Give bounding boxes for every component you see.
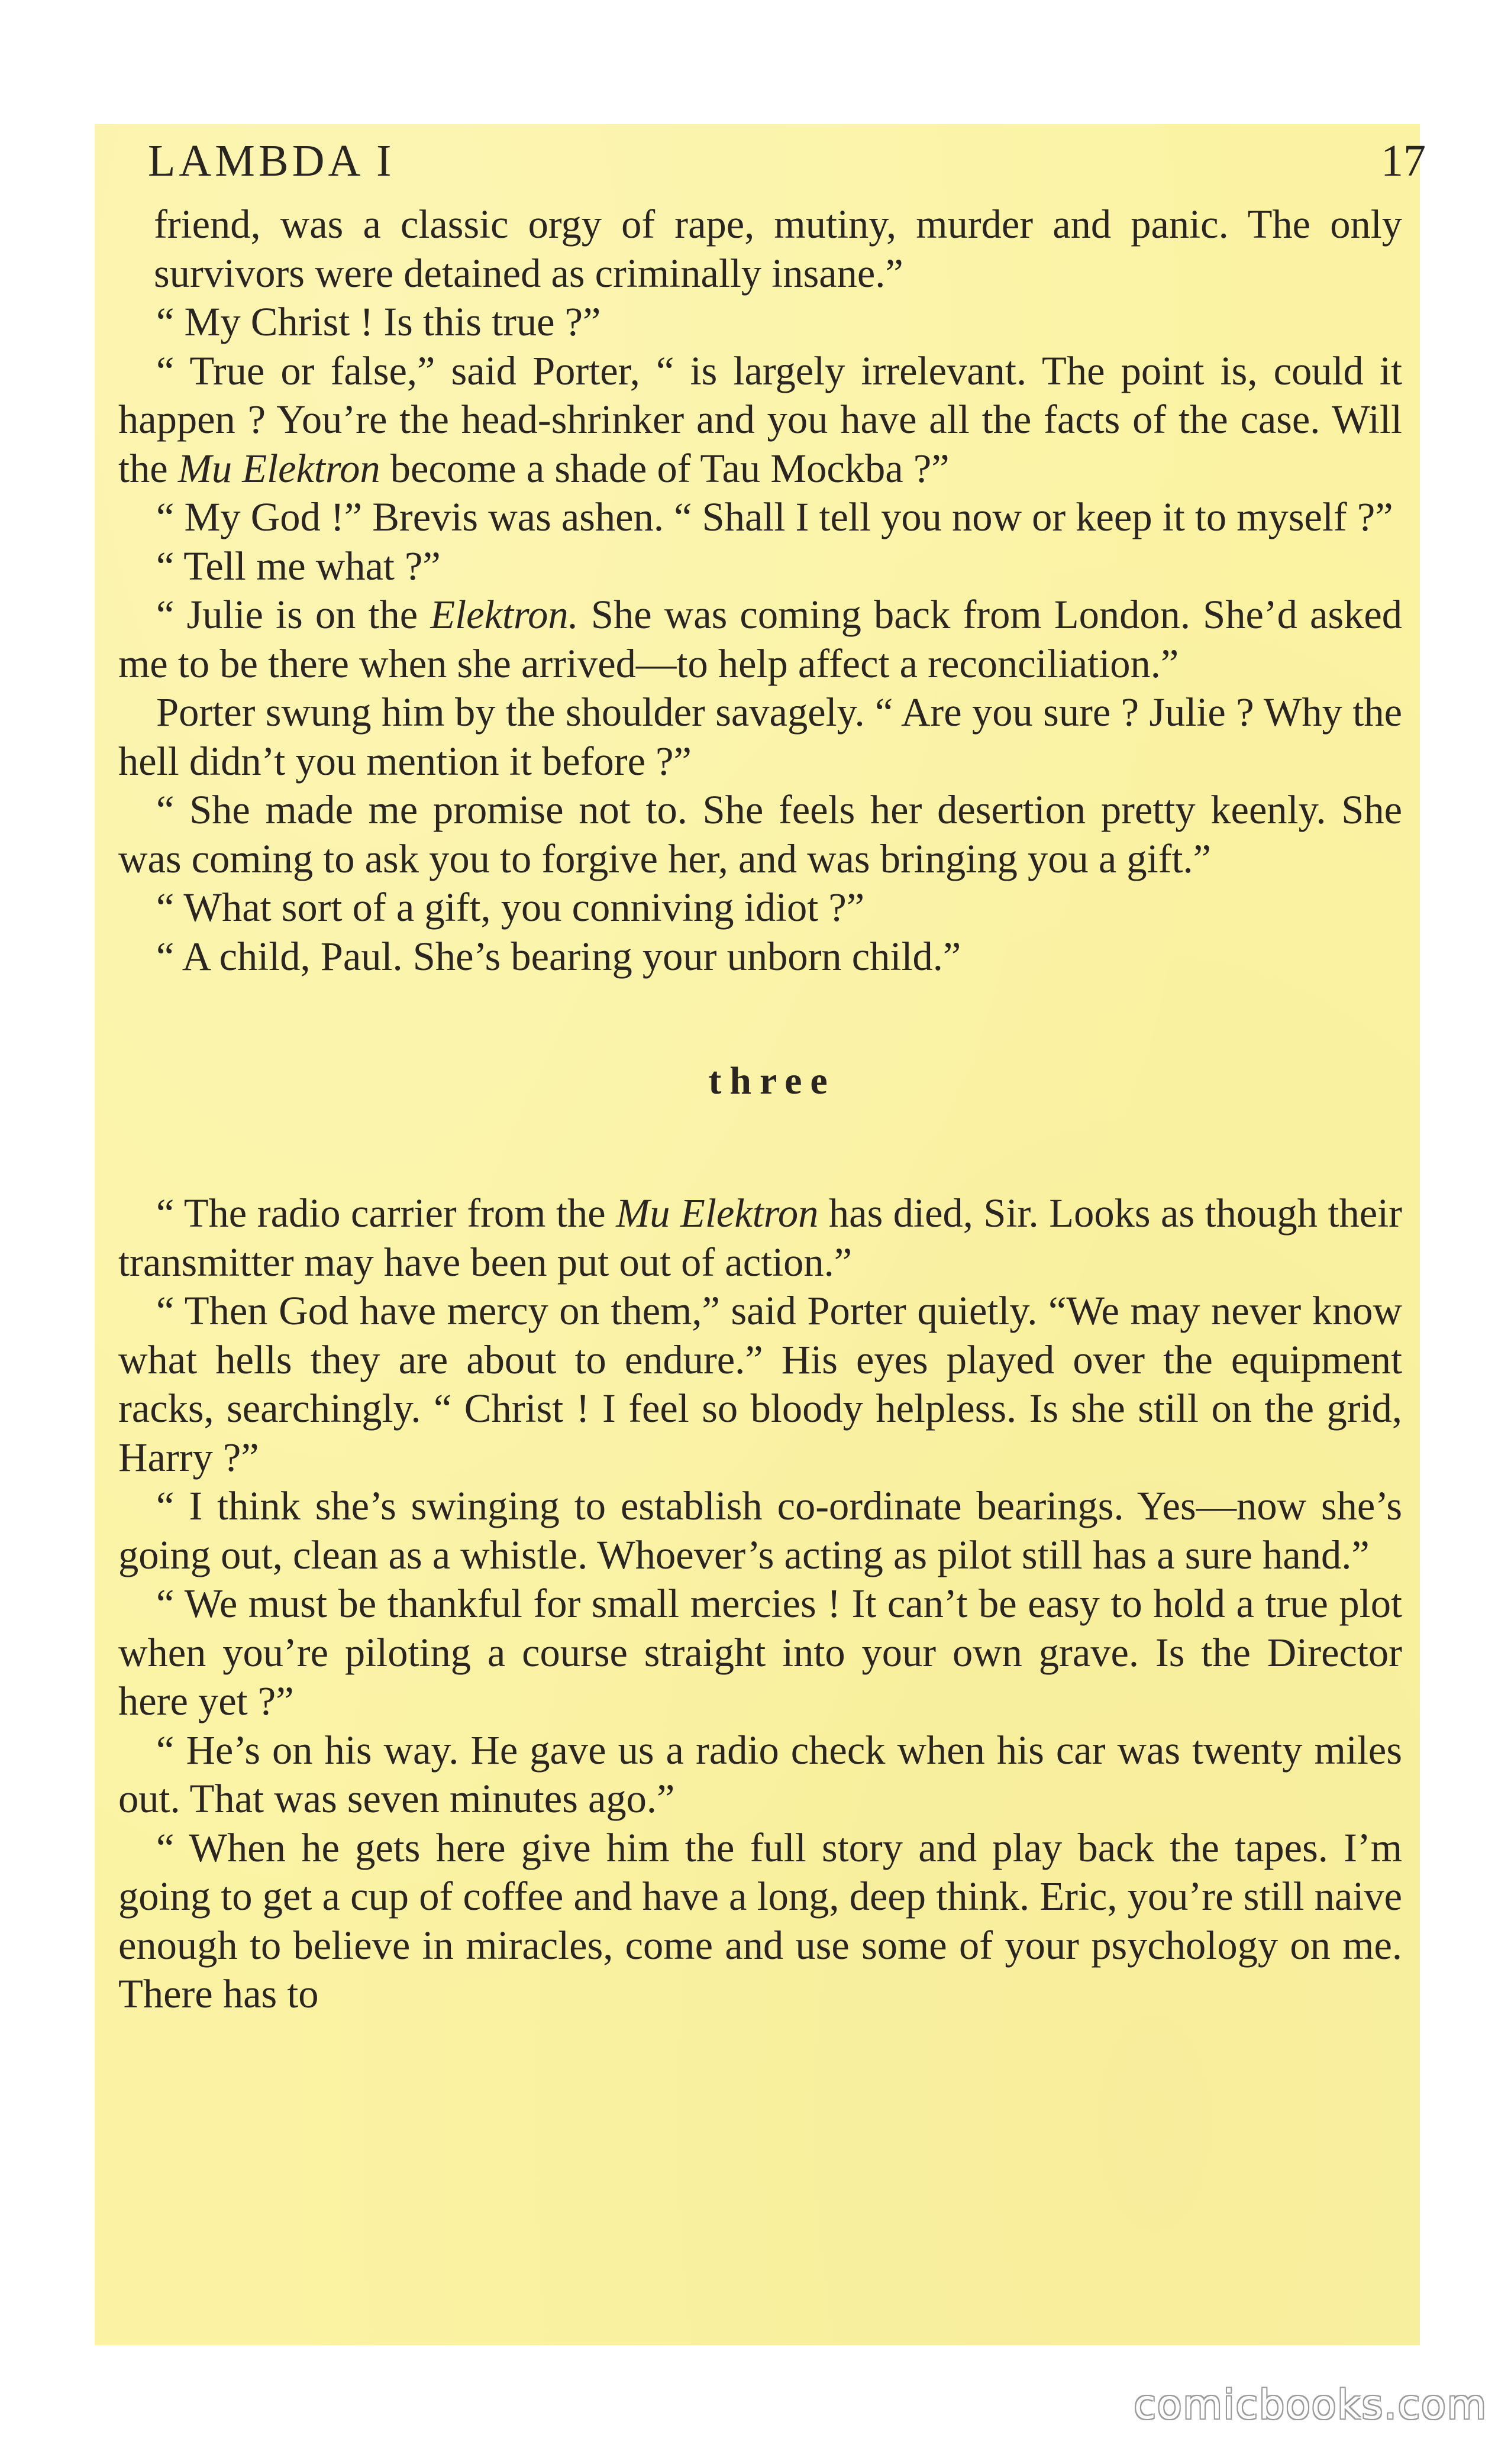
paragraph (118, 1579, 1402, 1726)
text-run: “ When he gets here give him the full story and play back the tapes. I’m going to get a cup of coffee and have a long, deep think. Eric, you’re still naive enough to believe in miracles, come and use some of your psychology on me. There has to (118, 1825, 1402, 2016)
running-head (148, 124, 1426, 189)
text-run: She was coming back from London. She’d asked me to be there when she arrived—to help affect a reconciliation.” (118, 592, 1403, 686)
text-run: “ The radio carrier from the (156, 1191, 616, 1236)
paragraph (118, 883, 1402, 932)
text-run: “ Julie is on the (156, 592, 431, 637)
paragraph (118, 200, 1402, 298)
paragraphs-after-chapter (118, 1189, 1402, 2019)
paragraph (118, 542, 1402, 591)
paragraph (118, 1286, 1402, 1482)
page-number: 17 (1381, 136, 1426, 186)
paragraph (118, 493, 1402, 542)
text-run: friend, was a classic orgy of rape, mutiny, murder and panic. The only survivors were detained as criminally insane.” (154, 202, 1402, 296)
text-run: “ A child, Paul. She’s bearing your unborn child.” (156, 933, 961, 979)
text-run: become a shade of Tau Mockba ?” (380, 445, 950, 491)
text-run: Porter swung him by the shoulder savagely. “ Are you sure ? Julie ? Why the hell didn’t you mention it before ?” (118, 690, 1402, 784)
text-run: “ We must be thankful for small mercies ! It can’t be easy to hold a true plot when you’re piloting a course straight into your own grave. Is the Director here yet ?” (118, 1581, 1402, 1723)
text-run: “ What sort of a gift, you conniving idiot ?” (156, 885, 865, 930)
body-text (118, 200, 1402, 2019)
text-run: “ He’s on his way. He gave us a radio check when his car was twenty miles out. That was seven minutes ago.” (118, 1727, 1402, 1821)
text-run: “ I think she’s swinging to establish co-ordinate bearings. Yes—now she’s going out, clean as a whistle. Whoever’s acting as pilot still has a sure hand.” (118, 1483, 1402, 1577)
paragraphs-before-chapter (118, 200, 1402, 981)
paragraph (118, 298, 1402, 347)
text-run: “ Then God have mercy on them,” said Porter quietly. “We may never know what hells they are about to endure.” His eyes played over the equipment racks, searchingly. “ Christ ! I feel so bloody helpless. Is she still on the grid, Harry ?” (118, 1288, 1402, 1480)
paragraph (118, 347, 1402, 493)
paragraph (118, 590, 1402, 688)
running-head-title: LAMBDA I (148, 136, 395, 186)
text-run: “ My Christ ! Is this true ?” (156, 299, 601, 344)
paragraph (118, 1482, 1402, 1579)
italic-text: Mu Elektron (177, 445, 380, 491)
text-run: “ Tell me what ?” (156, 543, 441, 588)
text-run: “ True or false,” said Porter, “ is largely irrelevant. The point is, could it happen ? You’re the head-shrinker and you have all the facts of the case. Will the (118, 348, 1402, 491)
text-run: “ She made me promise not to. She feels her desertion pretty keenly. She was coming to ask you to forgive her, and was bringing you a gift.” (118, 787, 1402, 881)
text-run: “ My God !” Brevis was ashen. “ Shall I tell you now or keep it to myself ?” (156, 494, 1393, 539)
italic-text: Elektron. (430, 592, 579, 637)
paragraph (118, 932, 1402, 981)
paragraph (118, 1726, 1402, 1823)
chapter-heading: three (708, 1059, 836, 1102)
italic-text: Mu Elektron (616, 1191, 819, 1236)
paragraph (118, 785, 1402, 883)
paragraph (118, 1189, 1402, 1286)
paragraph (118, 1823, 1402, 2019)
watermark-logo: comicbooks.com (1134, 2382, 1487, 2429)
paragraph (118, 688, 1402, 785)
book-page (95, 124, 1426, 2345)
text-run: has died, Sir. Looks as though their transmitter may have been put out of action.” (118, 1191, 1402, 1285)
